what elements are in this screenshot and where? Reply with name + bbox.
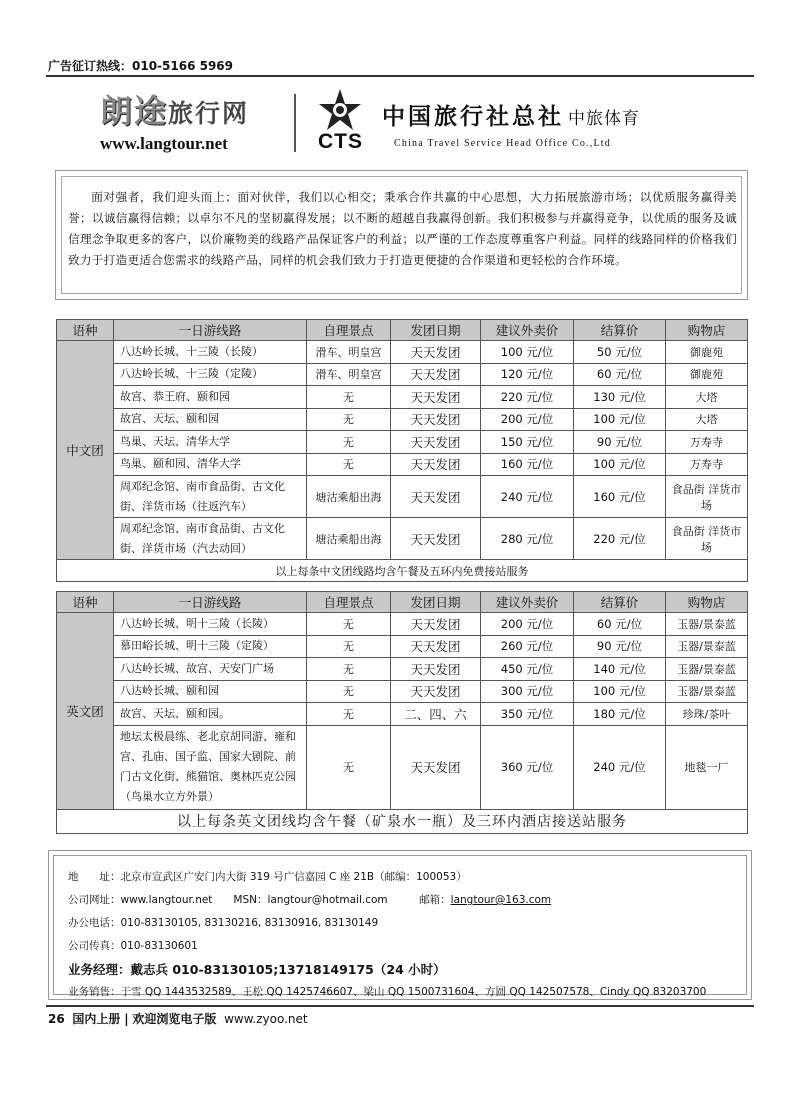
- route-cell: 慕田峪长城、明十三陵（定陵）: [114, 635, 307, 658]
- footer-url: www.zyoo.net: [224, 1012, 308, 1026]
- route-cell: 地坛太极晨练、老北京胡同游、雍和宫、孔庙、国子监、国家大剧院、前门古文化街、熊猫馆、奥林匹克公园（鸟巢水立方外景）: [114, 725, 307, 809]
- price-cell: 150 元/位: [481, 431, 574, 454]
- page-footer: 26 国内上册 | 欢迎浏览电子版 www.zyoo.net: [48, 1012, 308, 1026]
- extra-cell: 滑车、明皇宫: [307, 341, 391, 364]
- langtour-logo: [100, 86, 290, 154]
- settle-cell: 60 元/位: [574, 363, 666, 386]
- shop-cell: 食品街 洋货市场: [666, 476, 748, 518]
- table-row: [57, 703, 748, 726]
- contact-fax: 公司传真：010-83130601: [68, 940, 198, 952]
- table-row: [57, 386, 748, 409]
- price-cell: 200 元/位: [481, 408, 574, 431]
- col-header-date: 发团日期: [391, 592, 481, 613]
- settle-cell: 140 元/位: [574, 658, 666, 681]
- departure-cell: 天天发团: [391, 453, 481, 476]
- table-row: [57, 635, 748, 658]
- settle-cell: 100 元/位: [574, 453, 666, 476]
- route-cell: 八达岭长城、明十三陵（长陵）: [114, 613, 307, 636]
- table-row: [57, 658, 748, 681]
- extra-cell: 无: [307, 386, 391, 409]
- shop-cell: 玉器/景泰蓝: [666, 680, 748, 703]
- ad-hotline: 广告征订热线：010-5166 5969: [48, 59, 234, 73]
- route-cell: 八达岭长城、十三陵（长陵）: [114, 341, 307, 364]
- top-rule: [46, 75, 754, 77]
- col-header-settle: 结算价: [574, 592, 666, 613]
- shop-cell: 万寿寺: [666, 453, 748, 476]
- table-note: 以上每条中文团线路均含午餐及五环内免费接站服务: [57, 560, 748, 582]
- settle-cell: 240 元/位: [574, 725, 666, 809]
- extra-cell: 塘沽乘船出海: [307, 476, 391, 518]
- price-cell: 100 元/位: [481, 341, 574, 364]
- footer-rule: [46, 1005, 754, 1007]
- price-cell: 350 元/位: [481, 703, 574, 726]
- table-note-row: [57, 560, 748, 582]
- departure-cell: 天天发团: [391, 363, 481, 386]
- section-name: 国内上册: [72, 1012, 121, 1026]
- extra-cell: 无: [307, 725, 391, 809]
- contact-phone: 办公电话：010-83130105, 83130216, 83130916, 83130149: [68, 917, 379, 929]
- settle-cell: 220 元/位: [574, 518, 666, 560]
- contact-box: [48, 850, 752, 1000]
- route-cell: 八达岭长城、十三陵（定陵）: [114, 363, 307, 386]
- table-row: [57, 408, 748, 431]
- departure-cell: 二、四、六: [391, 703, 481, 726]
- price-cell: 120 元/位: [481, 363, 574, 386]
- cts-abbr: CTS: [318, 130, 363, 153]
- departure-cell: 天天发团: [391, 658, 481, 681]
- shop-cell: 珍珠/茶叶: [666, 703, 748, 726]
- price-cell: 450 元/位: [481, 658, 574, 681]
- extra-cell: 无: [307, 658, 391, 681]
- departure-cell: 天天发团: [391, 386, 481, 409]
- col-header-shop: 购物店: [666, 592, 748, 613]
- contact-website: 公司网址：www.langtour.net MSN：langtour@hotmail.com: [68, 894, 388, 906]
- price-cell: 360 元/位: [481, 725, 574, 809]
- col-header-shop: 购物店: [666, 320, 748, 341]
- extra-cell: 无: [307, 635, 391, 658]
- shop-cell: 地毯一厂: [666, 725, 748, 809]
- brand-url: www.langtour.net: [100, 134, 228, 153]
- route-cell: 周邓纪念馆、南市食品街、古文化街、洋货市场（汽去动回）: [114, 518, 307, 560]
- col-header-route: 一日游线路: [114, 592, 307, 613]
- table-note-row: [57, 809, 748, 833]
- logo-divider: [294, 94, 296, 152]
- price-cell: 240 元/位: [481, 476, 574, 518]
- route-cell: 鸟巢、天坛、清华大学: [114, 431, 307, 454]
- contact-website-line: [68, 889, 738, 912]
- table-row: [57, 680, 748, 703]
- settle-cell: 160 元/位: [574, 476, 666, 518]
- col-header-settle: 结算价: [574, 320, 666, 341]
- cts-sub-brand: 中旅体育: [568, 109, 640, 129]
- page-number: 26: [48, 1012, 65, 1026]
- extra-cell: 无: [307, 431, 391, 454]
- header-logos: [56, 80, 746, 160]
- shop-cell: 玉器/景泰蓝: [666, 613, 748, 636]
- departure-cell: 天天发团: [391, 408, 481, 431]
- group-label: 英文团: [57, 613, 114, 810]
- col-header-extra: 自理景点: [307, 592, 391, 613]
- shop-cell: 万寿寺: [666, 431, 748, 454]
- settle-cell: 130 元/位: [574, 386, 666, 409]
- table-row: [57, 476, 748, 518]
- table-row: [57, 613, 748, 636]
- route-cell: 故宫、恭王府、颐和园: [114, 386, 307, 409]
- shop-cell: 食品街 洋货市场: [666, 518, 748, 560]
- brand-cn-big: 朗途: [100, 92, 169, 130]
- departure-cell: 天天发团: [391, 476, 481, 518]
- departure-cell: 天天发团: [391, 341, 481, 364]
- col-header-price: 建议外卖价: [481, 592, 574, 613]
- extra-cell: 无: [307, 703, 391, 726]
- departure-cell: 天天发团: [391, 518, 481, 560]
- footer-slogan: 欢迎浏览电子版: [132, 1012, 217, 1026]
- extra-cell: 无: [307, 408, 391, 431]
- price-cell: 260 元/位: [481, 635, 574, 658]
- shop-cell: 玉器/景泰蓝: [666, 658, 748, 681]
- extra-cell: 塘沽乘船出海: [307, 518, 391, 560]
- shop-cell: 大塔: [666, 386, 748, 409]
- extra-cell: 无: [307, 613, 391, 636]
- settle-cell: 180 元/位: [574, 703, 666, 726]
- col-header-extra: 自理景点: [307, 320, 391, 341]
- col-header-lang: 语种: [57, 592, 114, 613]
- intro-text: 面对强者，我们迎头而上；面对伙伴，我们以心相交；秉承合作共赢的中心思想，大力拓展旅游市场；以优质服务赢得美誉；以诚信赢得信赖；以卓尔不凡的坚韧赢得发展；以不断的超越自我赢得创新。我们积极参与并赢得竞争，以优质的服务及诚信理念争取更多的客户，以价廉物美的线路产品保证客户的利益；以严谨的工作态度尊重客户利益。同样的线路同样的价格我们致力于打造更适合您需求的线路产品，同样的机会我们致力于打造更便捷的合作渠道和更轻松的合作环境。: [61, 176, 742, 294]
- contact-manager: 业务经理：戴志兵 010-83130105;13718149175（24 小时）: [68, 962, 446, 977]
- price-cell: 220 元/位: [481, 386, 574, 409]
- english-tour-table: [56, 591, 748, 834]
- price-cell: 280 元/位: [481, 518, 574, 560]
- shop-cell: 玉器/景泰蓝: [666, 635, 748, 658]
- departure-cell: 天天发团: [391, 680, 481, 703]
- departure-cell: 天天发团: [391, 613, 481, 636]
- route-cell: 周邓纪念馆、南市食品街、古文化街、洋货市场（往返汽车）: [114, 476, 307, 518]
- intro-box: [55, 170, 748, 300]
- table-note: 以上每条英文团线均含午餐（矿泉水一瓶）及三环内酒店接送站服务: [57, 809, 748, 833]
- col-header-price: 建议外卖价: [481, 320, 574, 341]
- table-row: [57, 363, 748, 386]
- cts-star-icon: [318, 88, 362, 132]
- cts-cn-name: 中国旅行社总社 中旅体育: [382, 103, 640, 130]
- col-header-route: 一日游线路: [114, 320, 307, 341]
- table-row: [57, 341, 748, 364]
- col-header-date: 发团日期: [391, 320, 481, 341]
- route-cell: 八达岭长城、故宫、天安门广场: [114, 658, 307, 681]
- group-label: 中文团: [57, 341, 114, 560]
- contact-sales: 业务销售：于雪 QQ 1443532589、王松 QQ 1425746607、梁山 QQ 1500731604、方圆 QQ 142507578、Cindy QQ 83203700: [68, 986, 707, 998]
- settle-cell: 60 元/位: [574, 613, 666, 636]
- settle-cell: 90 元/位: [574, 635, 666, 658]
- settle-cell: 100 元/位: [574, 408, 666, 431]
- price-cell: 200 元/位: [481, 613, 574, 636]
- settle-cell: 90 元/位: [574, 431, 666, 454]
- shop-cell: 御鹿苑: [666, 363, 748, 386]
- shop-cell: 大塔: [666, 408, 748, 431]
- departure-cell: 天天发团: [391, 431, 481, 454]
- contact-address: 地 址：北京市宣武区广安门内大街 319 号广信嘉园 C 座 21B（邮编：100053）: [68, 871, 467, 883]
- extra-cell: 滑车、明皇宫: [307, 363, 391, 386]
- chinese-tour-table: [56, 319, 748, 582]
- departure-cell: 天天发团: [391, 635, 481, 658]
- route-cell: 故宫、天坛、颐和园。: [114, 703, 307, 726]
- cts-en-name: China Travel Service Head Office Co.,Ltd: [394, 138, 611, 149]
- route-cell: 鸟巢、颐和园、清华大学: [114, 453, 307, 476]
- extra-cell: 无: [307, 680, 391, 703]
- table-row: [57, 431, 748, 454]
- departure-cell: 天天发团: [391, 725, 481, 809]
- brand-cn-small: 旅行网: [168, 99, 250, 128]
- price-cell: 300 元/位: [481, 680, 574, 703]
- shop-cell: 御鹿苑: [666, 341, 748, 364]
- email-link[interactable]: langtour@163.com: [450, 894, 552, 906]
- email-label: 邮箱：: [419, 894, 451, 906]
- table-row: [57, 725, 748, 809]
- col-header-lang: 语种: [57, 320, 114, 341]
- settle-cell: 50 元/位: [574, 341, 666, 364]
- table-row: [57, 453, 748, 476]
- route-cell: 八达岭长城、颐和园: [114, 680, 307, 703]
- price-cell: 160 元/位: [481, 453, 574, 476]
- table-row: [57, 518, 748, 560]
- extra-cell: 无: [307, 453, 391, 476]
- route-cell: 故宫、天坛、颐和园: [114, 408, 307, 431]
- settle-cell: 100 元/位: [574, 680, 666, 703]
